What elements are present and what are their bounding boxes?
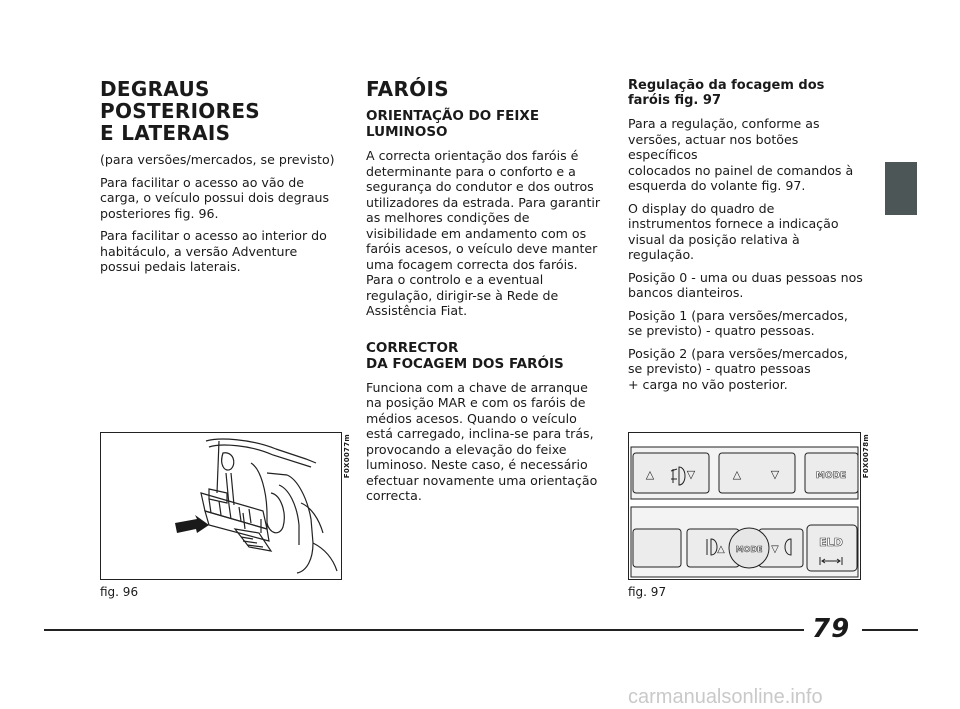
paragraph: Posição 0 - uma ou duas pessoas nos bancos dianteiros. [628, 269, 863, 300]
mode-label: MODE [815, 471, 847, 481]
paragraph: Para facilitar o acesso ao vão de carga, o veículo possui dois degraus posteriores fig. 96. [100, 174, 330, 221]
watermark[interactable]: carmanualsonline.info [628, 686, 823, 708]
up-arrow-icon: △ [645, 468, 655, 481]
figure-code: F0X0078m [862, 434, 870, 479]
vehicle-rear-illustration [101, 433, 341, 579]
section-title-farois: FARÓIS [366, 77, 449, 101]
figure-caption: fig. 97 [628, 585, 667, 599]
figure-caption: fig. 96 [100, 585, 139, 599]
up-arrow-icon: △ [732, 468, 742, 481]
paragraph: Para a regulação, conforme as versões, actuar nos botões específicos colocados no painel de comandos à esquerda do volante fig. 97. [628, 116, 854, 193]
footer-rule [862, 629, 918, 631]
column-2 [366, 78, 602, 511]
subheading-regulacao: Regulação da focagem dos faróis fig. 97 [628, 78, 825, 108]
button-panels-illustration [629, 433, 860, 579]
paragraph: Posição 2 (para versões/mercados, se previsto) - quatro pessoas + carga no vão posterior. [628, 345, 848, 392]
paragraph: A correcta orientação dos faróis é determinante para o conforto e a segurança do condutor e dos outros utilizadores da estrada. Para garantir as melhores condições de visibilidade em andamento com os faróis acesos, o veículo deve manter uma focagem correcta dos faróis. Para o controlo e a eventual regulação, dirigir-se à Rede de Assistência Fiat. [366, 148, 601, 318]
footer-rule [44, 629, 804, 631]
section-title-degraus: DEGRAUS POSTERIORES E LATERAIS [100, 77, 260, 145]
subheading-corrector: CORRECTOR DA FOCAGEM DOS FARÓIS [366, 339, 564, 372]
paragraph: Posição 1 (para versões/mercados, se previsto) - quatro pessoas. [628, 307, 848, 338]
down-arrow-icon: ▽ [771, 544, 779, 555]
paragraph: (para versões/mercados, se previsto) [100, 152, 335, 167]
column-3 [628, 78, 868, 399]
paragraph: Funciona com a chave de arranque na posição MAR e com os faróis de médios acesos. Quando o veículo está carregado, inclina-se para trás, provocando a elevação do feixe luminoso. Neste caso, é necessário efectuar novamente uma orientação correcta. [366, 379, 598, 503]
page-number: 79 [812, 614, 851, 644]
figure-97-headlamp-buttons [628, 432, 861, 580]
up-arrow-icon: △ [717, 544, 725, 555]
paragraph: O display do quadro de instrumentos fornece a indicação visual da posição relativa à regulação. [628, 200, 839, 262]
paragraph: Para facilitar o acesso ao interior do habitáculo, a versão Adventure possui pedais laterais. [100, 228, 327, 274]
chapter-tab [885, 162, 917, 215]
column-1 [100, 78, 340, 282]
subheading-orientacao: ORIENTAÇÃO DO FEIXE LUMINOSO [366, 108, 540, 140]
down-arrow-icon: ▽ [770, 468, 780, 481]
headlamp-adjust-button [633, 453, 709, 493]
figure-96-rear-step [100, 432, 342, 580]
mode-label: MODE [735, 545, 763, 554]
figure-code: F0X0077m [343, 434, 351, 479]
eld-label: ELD [819, 536, 843, 549]
down-arrow-icon: ▽ [686, 468, 696, 481]
arrow-icon [175, 515, 209, 533]
blank-button [633, 529, 681, 567]
up-down-button [719, 453, 795, 493]
